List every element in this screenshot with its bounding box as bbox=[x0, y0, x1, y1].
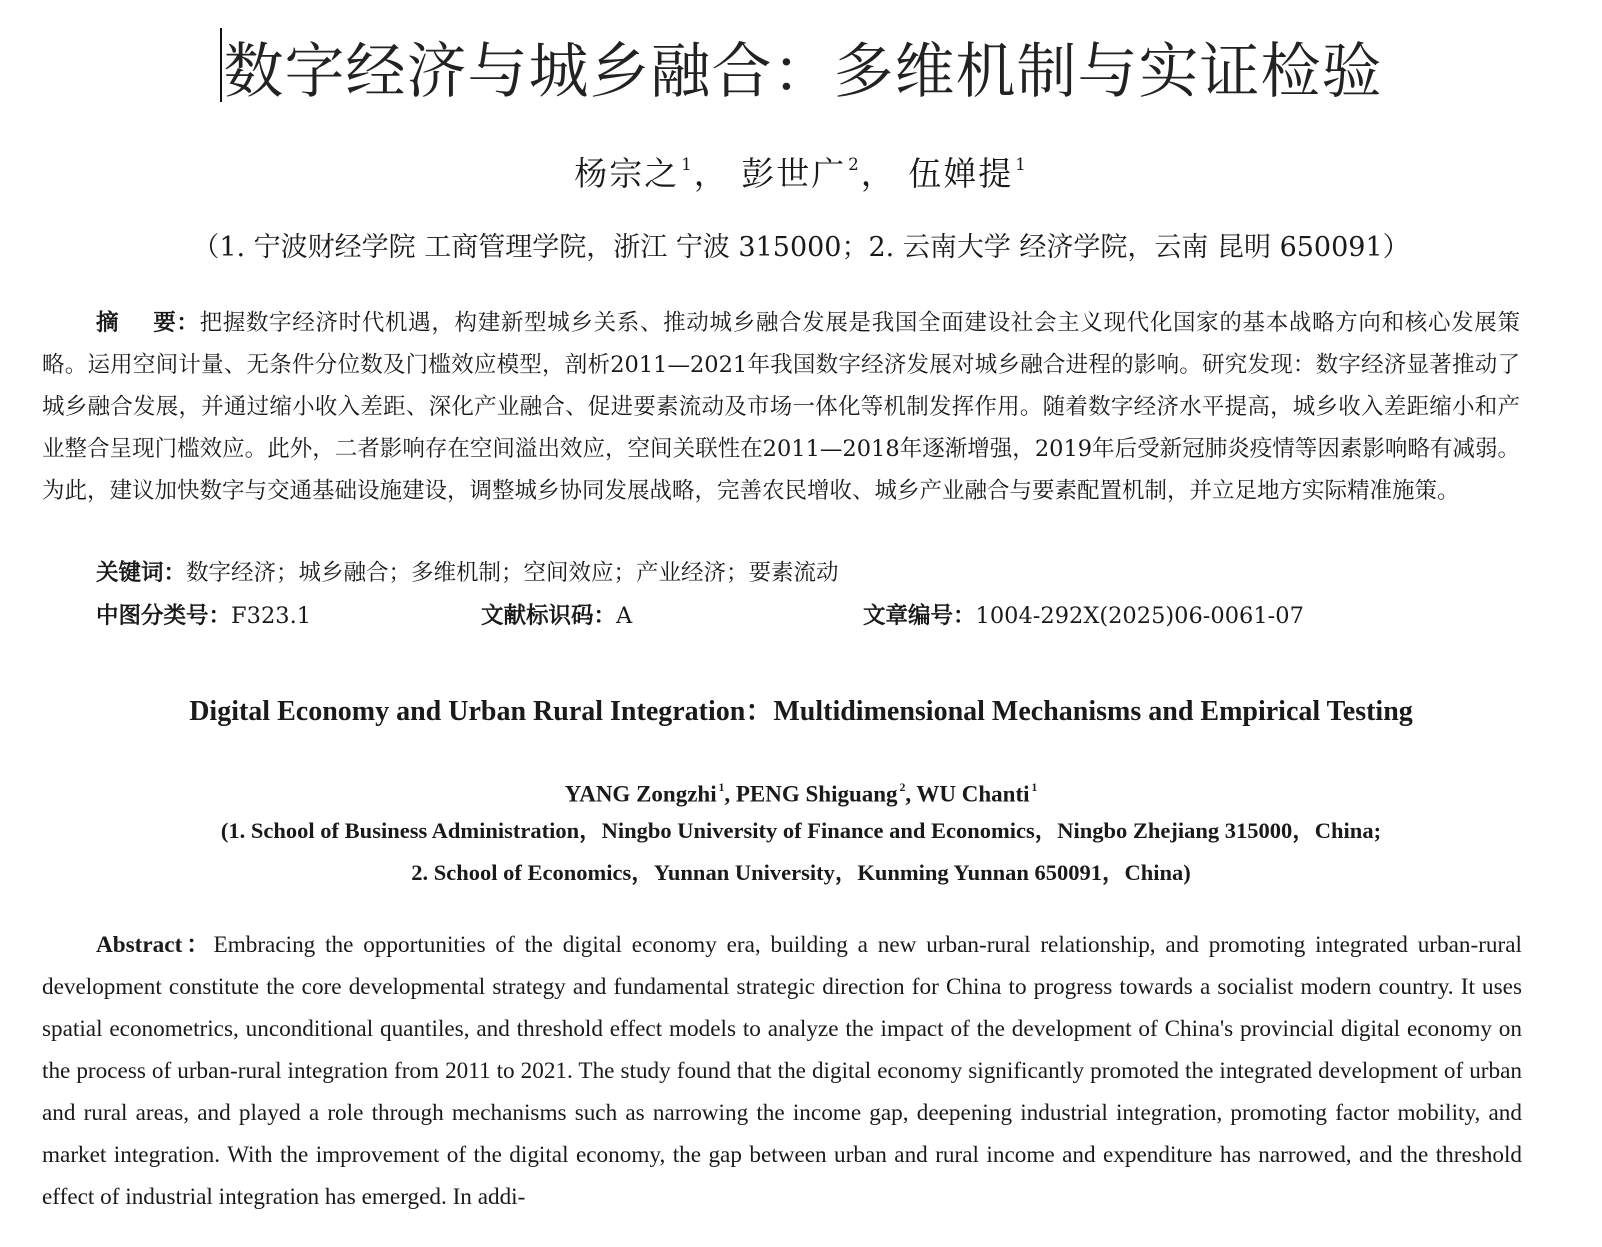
cn-affiliation: （1. 宁波财经学院 工商管理学院，浙江 宁波 315000；2. 云南大学 经济学院，云南 昆明 650091） bbox=[192, 232, 1410, 263]
doc-code-value: A bbox=[616, 603, 633, 629]
cn-author-affil-mark: 1 bbox=[681, 155, 694, 174]
cn-author-name: 伍婵提 bbox=[908, 153, 1014, 193]
cn-author-separator: ， bbox=[693, 153, 729, 193]
clc-number bbox=[96, 595, 311, 637]
en-authors bbox=[0, 768, 1602, 814]
en-affiliation bbox=[0, 810, 1602, 894]
en-author-affil-mark: 1 bbox=[1031, 782, 1038, 794]
cn-keywords-label: 关键词： bbox=[96, 560, 187, 586]
clc-value: F323.1 bbox=[231, 603, 312, 629]
document-code bbox=[481, 595, 632, 637]
en-abstract-text: Embracing the opportunities of the digital economy era, building a new urban-rural relationship, and promoting integrated urban-rural development constitute the core developmental strategy and fundamental strategic direction for China to progress towards a socialist modern country. It uses spatial econometrics, unconditional quantiles, and threshold effect models to analyze the impact of the development of China's provincial digital economy on the process of urban-rural integration from 2011 to 2021. The study found that the digital economy significantly promoted the integrated development of urban and rural areas, and played a role through mechanisms such as narrowing the income gap, deepening industrial integration, promoting factor mobility, and market integration. With the improvement of the digital economy, the gap between urban and rural income and expenditure has narrowed, and the threshold effect of industrial integration has emerged. In addi- bbox=[42, 932, 1522, 1210]
article-no-label: 文章编号： bbox=[863, 603, 976, 629]
en-author-name: PENG Shiguang bbox=[735, 781, 898, 807]
cn-author-affil-mark: 1 bbox=[1015, 155, 1028, 174]
article-no-value: 1004-292X(2025)06-0061-07 bbox=[975, 603, 1304, 629]
cn-author-name: 杨宗之 bbox=[574, 153, 680, 193]
text-cursor bbox=[220, 28, 222, 102]
cn-author-separator: ， bbox=[860, 153, 896, 193]
en-author-affil-mark: 2 bbox=[899, 782, 906, 794]
clc-label: 中图分类号： bbox=[96, 603, 232, 629]
cn-keywords bbox=[96, 552, 839, 594]
en-author-separator: , bbox=[905, 781, 917, 807]
cn-author-name: 彭世广 bbox=[741, 153, 847, 193]
article-number bbox=[863, 595, 1304, 637]
en-affiliation-line: (1. School of Business Administration，Ningbo University of Finance and Economics，Ningbo Zhejiang 315000，China; bbox=[220, 818, 1382, 843]
cn-keywords-text: 数字经济；城乡融合；多维机制；空间效应；产业经济；要素流动 bbox=[186, 560, 839, 586]
cn-title bbox=[0, 28, 1602, 114]
doc-code-label: 文献标识码： bbox=[481, 603, 617, 629]
cn-title-text: 数字经济与城乡融合：多维机制与实证检验 bbox=[223, 37, 1383, 107]
en-author-separator: , bbox=[724, 781, 736, 807]
cn-authors bbox=[0, 140, 1602, 199]
en-author-affil-mark: 1 bbox=[718, 782, 725, 794]
en-author-name: WU Chanti bbox=[916, 781, 1030, 807]
en-abstract-label: Abstract： bbox=[96, 932, 214, 958]
cn-author-affil-mark: 2 bbox=[848, 155, 861, 174]
en-title: Digital Economy and Urban Rural Integration：Multidimensional Mechanisms and Empirical Testing bbox=[189, 696, 1413, 727]
en-affiliation-line: 2. School of Economics，Yunnan University，Kunming Yunnan 650091，China) bbox=[411, 860, 1191, 885]
cn-abstract bbox=[42, 302, 1520, 512]
cn-abstract-text: 把握数字经济时代机遇，构建新型城乡关系、推动城乡融合发展是我国全面建设社会主义现代化国家的基本战略方向和核心发展策略。运用空间计量、无条件分位数及门槛效应模型，剖析2011—2021年我国数字经济发展对城乡融合进程的影响。研究发现：数字经济显著推动了城乡融合发展，并通过缩小收入差距、深化产业融合、促进要素流动及市场一体化等机制发挥作用。随着数字经济水平提高，城乡收入差距缩小和产业整合呈现门槛效应。此外，二者影响存在空间溢出效应，空间关联性在2011—2018年逐渐增强，2019年后受新冠肺炎疫情等因素影响略有减弱。为此，建议加快数字与交通基础设施建设，调整城乡协同发展战略，完善农民增收、城乡产业融合与要素配置机制，并立足地方实际精准施策。 bbox=[42, 310, 1520, 504]
en-author-name: YANG Zongzhi bbox=[564, 781, 717, 807]
cn-abstract-label: 摘 要： bbox=[96, 310, 200, 336]
en-abstract bbox=[42, 924, 1522, 1218]
